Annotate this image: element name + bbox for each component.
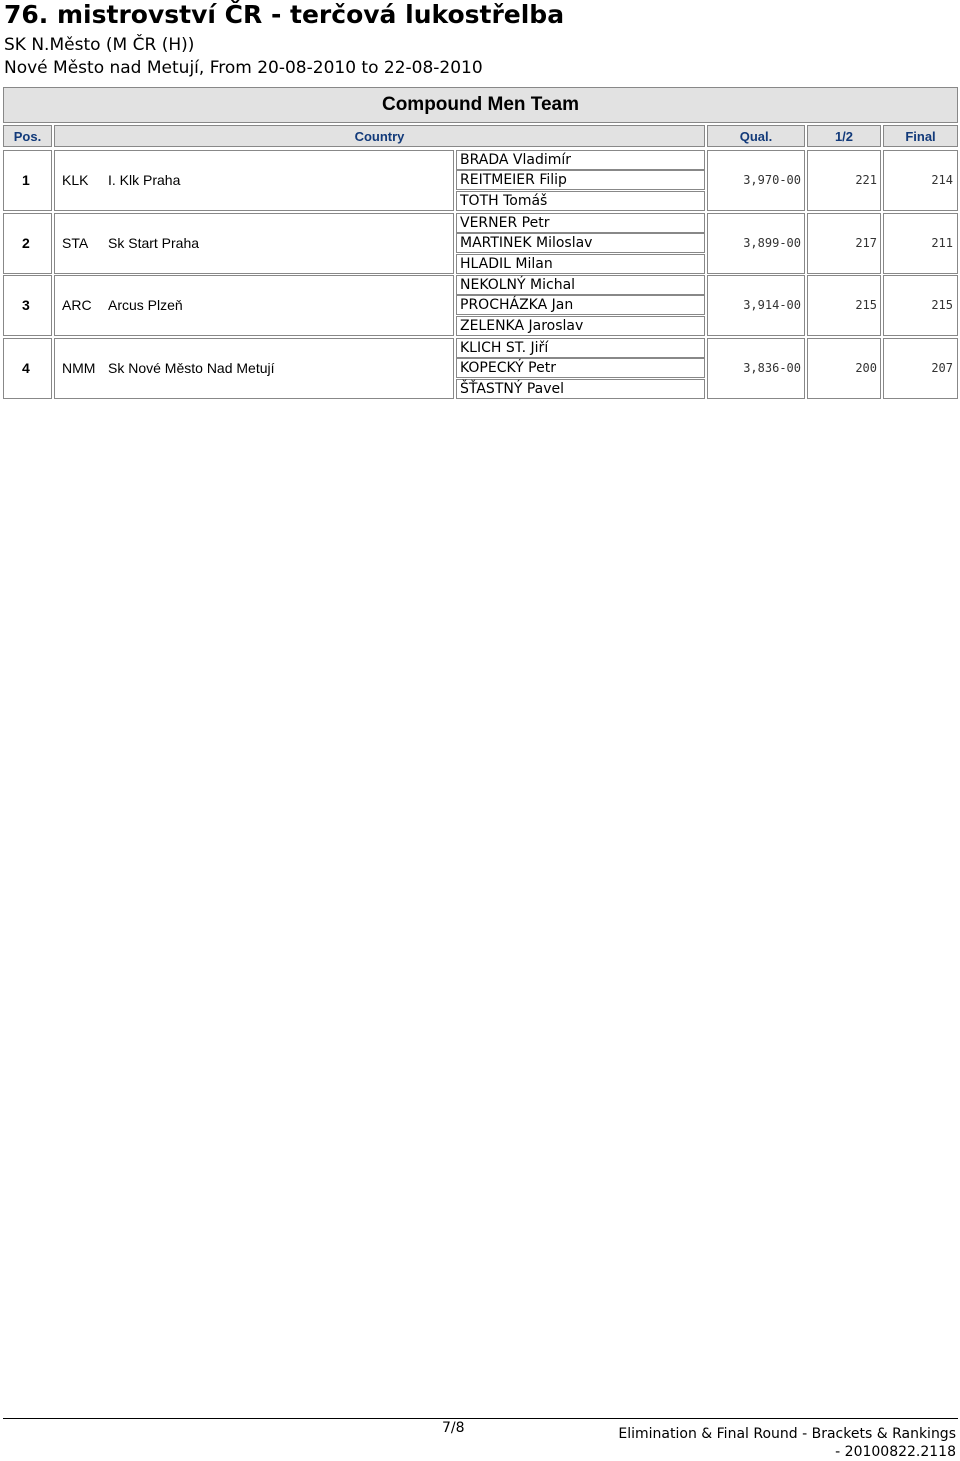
venue-date-line: Nové Město nad Metují, From 20-08-2010 to 22-08-2010 [4, 58, 483, 78]
rank-number: 4 [22, 359, 30, 376]
column-header-pos: Pos. [3, 125, 52, 147]
semifinal-score: 215 [855, 297, 877, 312]
page-number: 7/8 [442, 1420, 465, 1436]
club-name: Sk Nové Město Nad Metují [108, 359, 275, 376]
semifinal-score: 217 [855, 235, 877, 250]
footer-doc-id: - 20100822.2118 [835, 1444, 956, 1460]
footer-doc-info [618, 1425, 956, 1461]
final-score: 214 [931, 172, 953, 187]
team-member-name: HLADIL Milan [460, 255, 553, 272]
team-member-name: ŠŤASTNÝ Pavel [460, 380, 565, 397]
team-member-name: KOPECKÝ Petr [460, 360, 556, 377]
team-member-name: KLICH ST. Jiří [460, 340, 549, 356]
footer-doc-title: Elimination & Final Round - Brackets & Rankings [618, 1426, 956, 1442]
organizer-line: SK N.Město (M ČR (H)) [4, 35, 195, 55]
final-score: 215 [931, 297, 953, 312]
rank-number: 3 [22, 296, 30, 313]
team-member-name: PROCHÁZKA Jan [460, 297, 574, 314]
semifinal-score: 221 [855, 172, 877, 187]
team-member-name: REITMEIER Filip [460, 172, 567, 189]
final-score: 211 [931, 235, 953, 250]
qualification-score: 3,899-00 [743, 235, 801, 250]
club-name: Sk Start Praha [108, 234, 200, 251]
rank-number: 2 [22, 234, 30, 251]
country-code: NMM [62, 359, 96, 376]
qualification-score: 3,970-00 [743, 172, 801, 187]
column-header-final: Final [883, 125, 958, 147]
country-code: KLK [62, 171, 89, 188]
page-title: 76. mistrovství ČR - terčová lukostřelba [4, 0, 565, 29]
team-member-name: ZELENKA Jaroslav [460, 317, 584, 334]
team-member-name: VERNER Petr [460, 215, 550, 231]
final-score: 207 [931, 360, 953, 375]
team-member-name: NEKOLNÝ Michal [460, 277, 576, 293]
country-code: ARC [62, 296, 92, 313]
column-header-half: 1/2 [807, 125, 881, 147]
footer-divider [3, 1418, 958, 1419]
column-header-qual: Qual. [707, 125, 805, 147]
column-header-country: Country [54, 125, 705, 147]
team-member-name: BRADA Vladimír [460, 152, 572, 168]
club-name: I. Klk Praha [108, 171, 181, 188]
rank-number: 1 [22, 171, 30, 188]
semifinal-score: 200 [855, 360, 877, 375]
qualification-score: 3,914-00 [743, 297, 801, 312]
qualification-score: 3,836-00 [743, 360, 801, 375]
team-member-name: TOTH Tomáš [460, 192, 548, 209]
country-code: STA [62, 234, 89, 251]
club-name: Arcus Plzeň [108, 296, 183, 313]
table-title: Compound Men Team [381, 94, 580, 115]
table-title-bar [3, 87, 958, 123]
team-member-name: MARTINEK Miloslav [460, 235, 593, 252]
